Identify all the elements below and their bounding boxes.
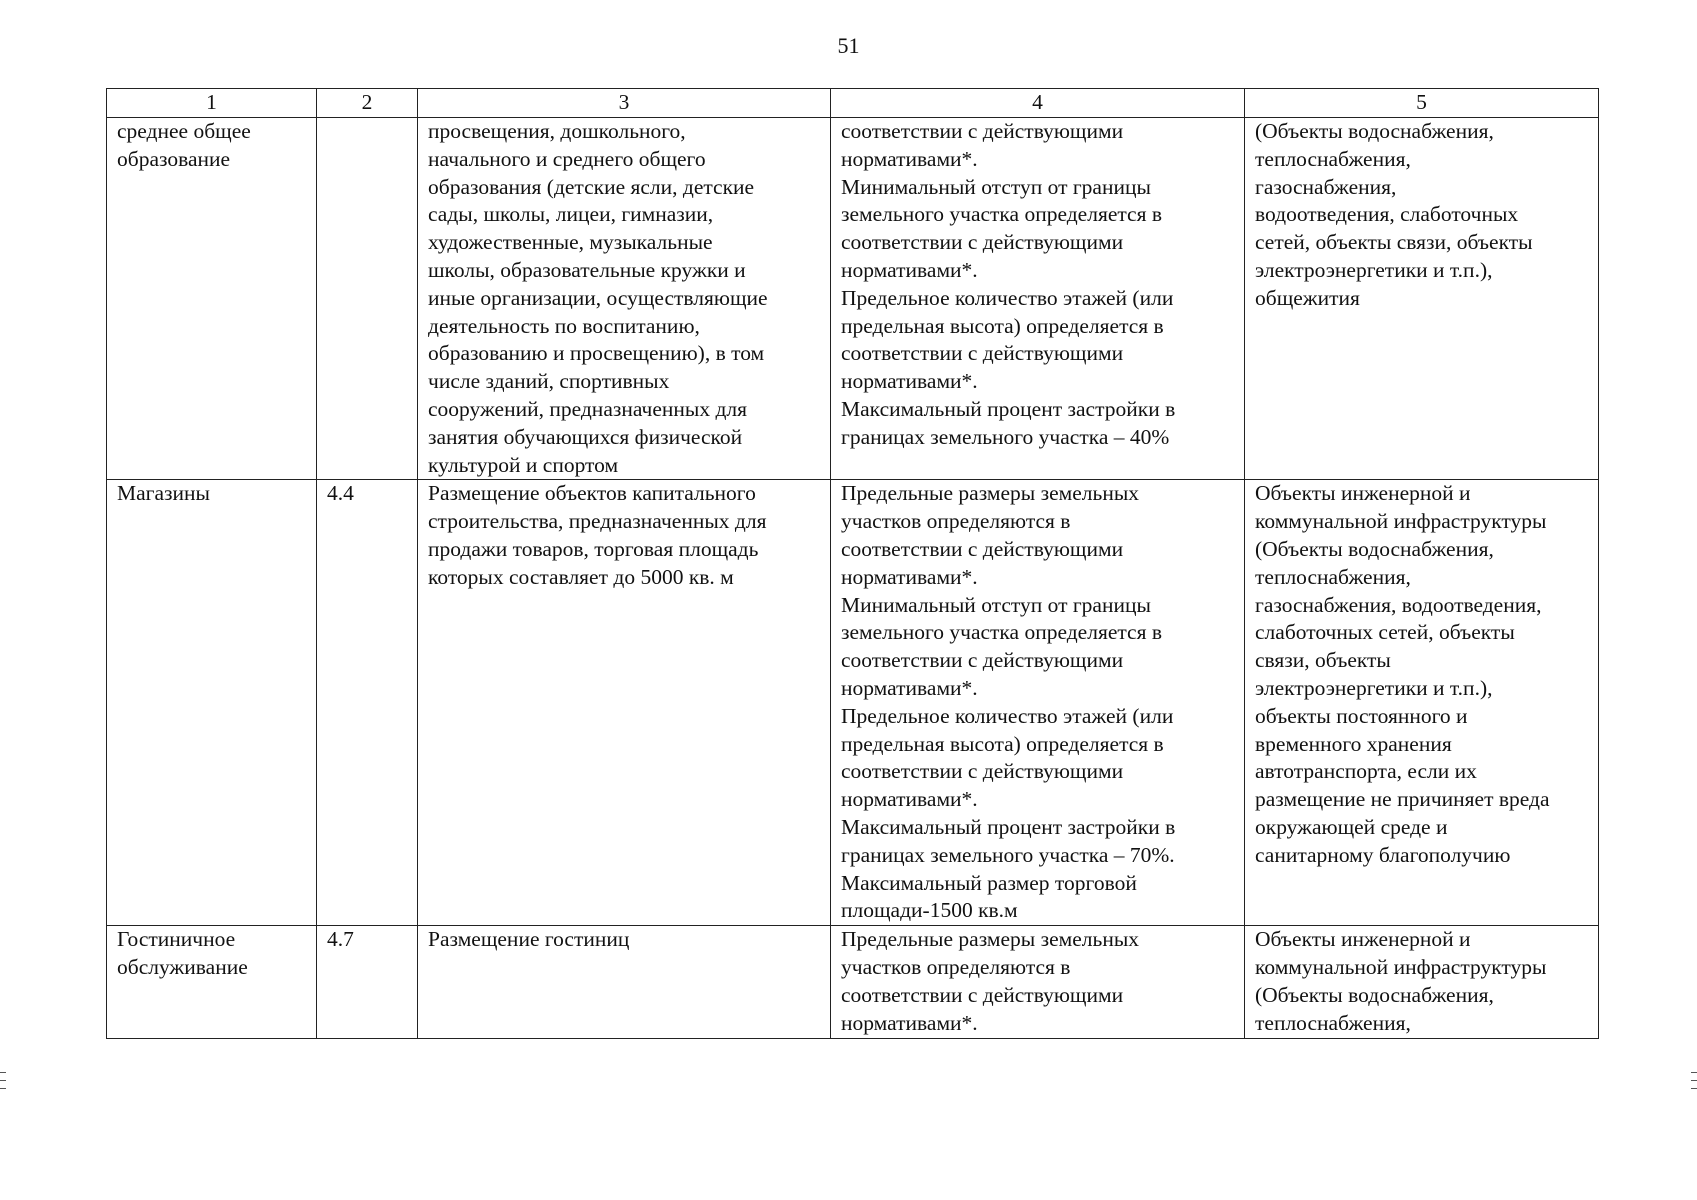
- cell-text-line: культурой и спортом: [428, 452, 619, 477]
- table-row: [107, 480, 1599, 926]
- cell-text-line: газоснабжения, водоотведения,: [1255, 592, 1542, 617]
- cell-text-line: теплоснабжения,: [1255, 564, 1411, 589]
- cell-text-line: нормативами*.: [841, 146, 978, 171]
- description-cell: [418, 926, 831, 1039]
- auxiliary-uses-cell: [1245, 118, 1599, 480]
- cell-text-line: обслуживание: [117, 954, 248, 979]
- cell-text-line: художественные, музыкальные: [428, 230, 713, 255]
- parameters-cell: [831, 480, 1245, 926]
- cell-text-line: числе зданий, спортивных: [428, 369, 670, 394]
- cell-text-line: (Объекты водоснабжения,: [1255, 119, 1494, 143]
- cell-text-line: земельного участка определяется в: [841, 202, 1162, 227]
- cell-text-line: (Объекты водоснабжения,: [1255, 982, 1494, 1007]
- cell-text-line: Гостиничное: [117, 927, 236, 952]
- column-header: 5: [1245, 89, 1599, 118]
- cell-text-line: образование: [117, 146, 231, 171]
- cell-text-line: участков определяются в: [841, 509, 1071, 534]
- cell-text-line: Размещение гостиниц: [428, 927, 630, 952]
- cell-text-line: Максимальный процент застройки в: [841, 396, 1176, 421]
- regulations-table: [106, 88, 1599, 1039]
- cell-text-line: санитарному благополучию: [1255, 842, 1511, 867]
- cell-text-line: соответствии с действующими: [841, 230, 1124, 255]
- description-cell: [418, 118, 831, 480]
- left-margin-mark: [0, 1088, 6, 1089]
- column-header: 1: [107, 89, 317, 118]
- cell-text-line: соответствии с действующими: [841, 341, 1124, 366]
- cell-text-line: земельного участка определяется в: [841, 620, 1162, 645]
- cell-text-line: временного хранения: [1255, 731, 1452, 756]
- description-cell: [418, 480, 831, 926]
- cell-text-line: теплоснабжения,: [1255, 1010, 1411, 1035]
- cell-text-line: Предельное количество этажей (или: [841, 285, 1174, 310]
- cell-text-line: электроэнергетики и т.п.),: [1255, 675, 1493, 700]
- cell-text-line: Объекты инженерной и: [1255, 481, 1471, 506]
- cell-text-line: электроэнергетики и т.п.),: [1255, 257, 1493, 282]
- cell-text-line: образования (детские ясли, детские: [428, 174, 755, 199]
- code-cell: [317, 480, 418, 926]
- cell-text-line: Предельные размеры земельных: [841, 927, 1140, 952]
- cell-text-line: теплоснабжения,: [1255, 146, 1411, 171]
- auxiliary-uses-cell: [1245, 480, 1599, 926]
- cell-text-line: среднее общее: [117, 119, 251, 143]
- cell-text-line: которых составляет до 5000 кв. м: [428, 564, 734, 589]
- land-use-type-cell: [107, 480, 317, 926]
- column-header: 3: [418, 89, 831, 118]
- cell-text-line: Максимальный процент застройки в: [841, 814, 1176, 839]
- left-margin-mark: [0, 1080, 6, 1081]
- cell-text-line: участков определяются в: [841, 954, 1071, 979]
- cell-text-line: Минимальный отступ от границы: [841, 174, 1151, 199]
- cell-text-line: сады, школы, лицеи, гимназии,: [428, 202, 714, 227]
- page-number: 51: [837, 33, 860, 58]
- cell-text-line: предельная высота) определяется в: [841, 313, 1164, 338]
- cell-text-line: Минимальный отступ от границы: [841, 592, 1151, 617]
- cell-text-line: слаботочных сетей, объекты: [1255, 620, 1515, 645]
- cell-text-line: школы, образовательные кружки и: [428, 257, 746, 282]
- cell-text-line: размещение не причиняет вреда: [1255, 787, 1550, 812]
- cell-text-line: строительства, предназначенных для: [428, 509, 767, 534]
- cell-text-line: газоснабжения,: [1255, 174, 1397, 199]
- parameters-cell: [831, 926, 1245, 1039]
- cell-text-line: Магазины: [117, 481, 210, 506]
- right-margin-mark: [1691, 1072, 1697, 1073]
- right-margin-mark: [1691, 1080, 1697, 1081]
- parameters-cell: [831, 118, 1245, 480]
- left-margin-mark: [0, 1072, 6, 1073]
- cell-text-line: окружающей среде и: [1255, 814, 1448, 839]
- column-header: 4: [831, 89, 1245, 118]
- cell-text-line: соответствии с действующими: [841, 648, 1124, 673]
- cell-text-line: границах земельного участка – 40%: [841, 424, 1170, 449]
- cell-text-line: (Объекты водоснабжения,: [1255, 536, 1494, 561]
- land-use-type-cell: [107, 926, 317, 1039]
- cell-text-line: объекты постоянного и: [1255, 703, 1468, 728]
- cell-text-line: предельная высота) определяется в: [841, 731, 1164, 756]
- cell-text-line: соответствии с действующими: [841, 119, 1124, 143]
- auxiliary-uses-cell: [1245, 926, 1599, 1039]
- cell-text-line: деятельность по воспитанию,: [428, 313, 700, 338]
- code-cell: [317, 118, 418, 480]
- table-row: [107, 118, 1599, 480]
- cell-text-line: границах земельного участка – 70%.: [841, 842, 1175, 867]
- cell-text-line: иные организации, осуществляющие: [428, 285, 768, 310]
- cell-text-line: связи, объекты: [1255, 648, 1391, 673]
- cell-text-line: Объекты инженерной и: [1255, 927, 1471, 952]
- column-header: 2: [317, 89, 418, 118]
- cell-text-line: просвещения, дошкольного,: [428, 119, 686, 143]
- cell-text-line: Предельные размеры земельных: [841, 481, 1140, 506]
- cell-text-line: общежития: [1255, 285, 1360, 310]
- cell-text-line: соответствии с действующими: [841, 759, 1124, 784]
- cell-text-line: образованию и просвещению), в том: [428, 341, 765, 366]
- cell-text-line: Размещение объектов капитального: [428, 481, 756, 506]
- cell-text-line: соответствии с действующими: [841, 982, 1124, 1007]
- cell-text-line: Максимальный размер торговой: [841, 870, 1137, 895]
- cell-text-line: коммунальной инфраструктуры: [1255, 509, 1547, 534]
- land-use-type-cell: [107, 118, 317, 480]
- cell-text-line: нормативами*.: [841, 1010, 978, 1035]
- table-row: [107, 926, 1599, 1039]
- cell-text-line: начального и среднего общего: [428, 146, 706, 171]
- code-cell: [317, 926, 418, 1039]
- cell-text-line: Предельное количество этажей (или: [841, 703, 1174, 728]
- cell-text-line: сооружений, предназначенных для: [428, 396, 748, 421]
- right-margin-mark: [1691, 1088, 1697, 1089]
- cell-text-line: продажи товаров, торговая площадь: [428, 536, 759, 561]
- cell-text-line: нормативами*.: [841, 675, 978, 700]
- cell-text-line: сетей, объекты связи, объекты: [1255, 230, 1533, 255]
- cell-text-line: занятия обучающихся физической: [428, 424, 743, 449]
- cell-text-line: 4.4: [327, 481, 354, 506]
- cell-text-line: соответствии с действующими: [841, 536, 1124, 561]
- cell-text-line: коммунальной инфраструктуры: [1255, 954, 1547, 979]
- cell-text-line: нормативами*.: [841, 564, 978, 589]
- table-header-row: [107, 89, 1599, 118]
- cell-text-line: нормативами*.: [841, 257, 978, 282]
- cell-text-line: нормативами*.: [841, 787, 978, 812]
- cell-text-line: автотранспорта, если их: [1255, 759, 1477, 784]
- cell-text-line: нормативами*.: [841, 369, 978, 394]
- cell-text-line: площади-1500 кв.м: [841, 898, 1018, 923]
- cell-text-line: водоотведения, слаботочных: [1255, 202, 1519, 227]
- cell-text-line: 4.7: [327, 927, 354, 952]
